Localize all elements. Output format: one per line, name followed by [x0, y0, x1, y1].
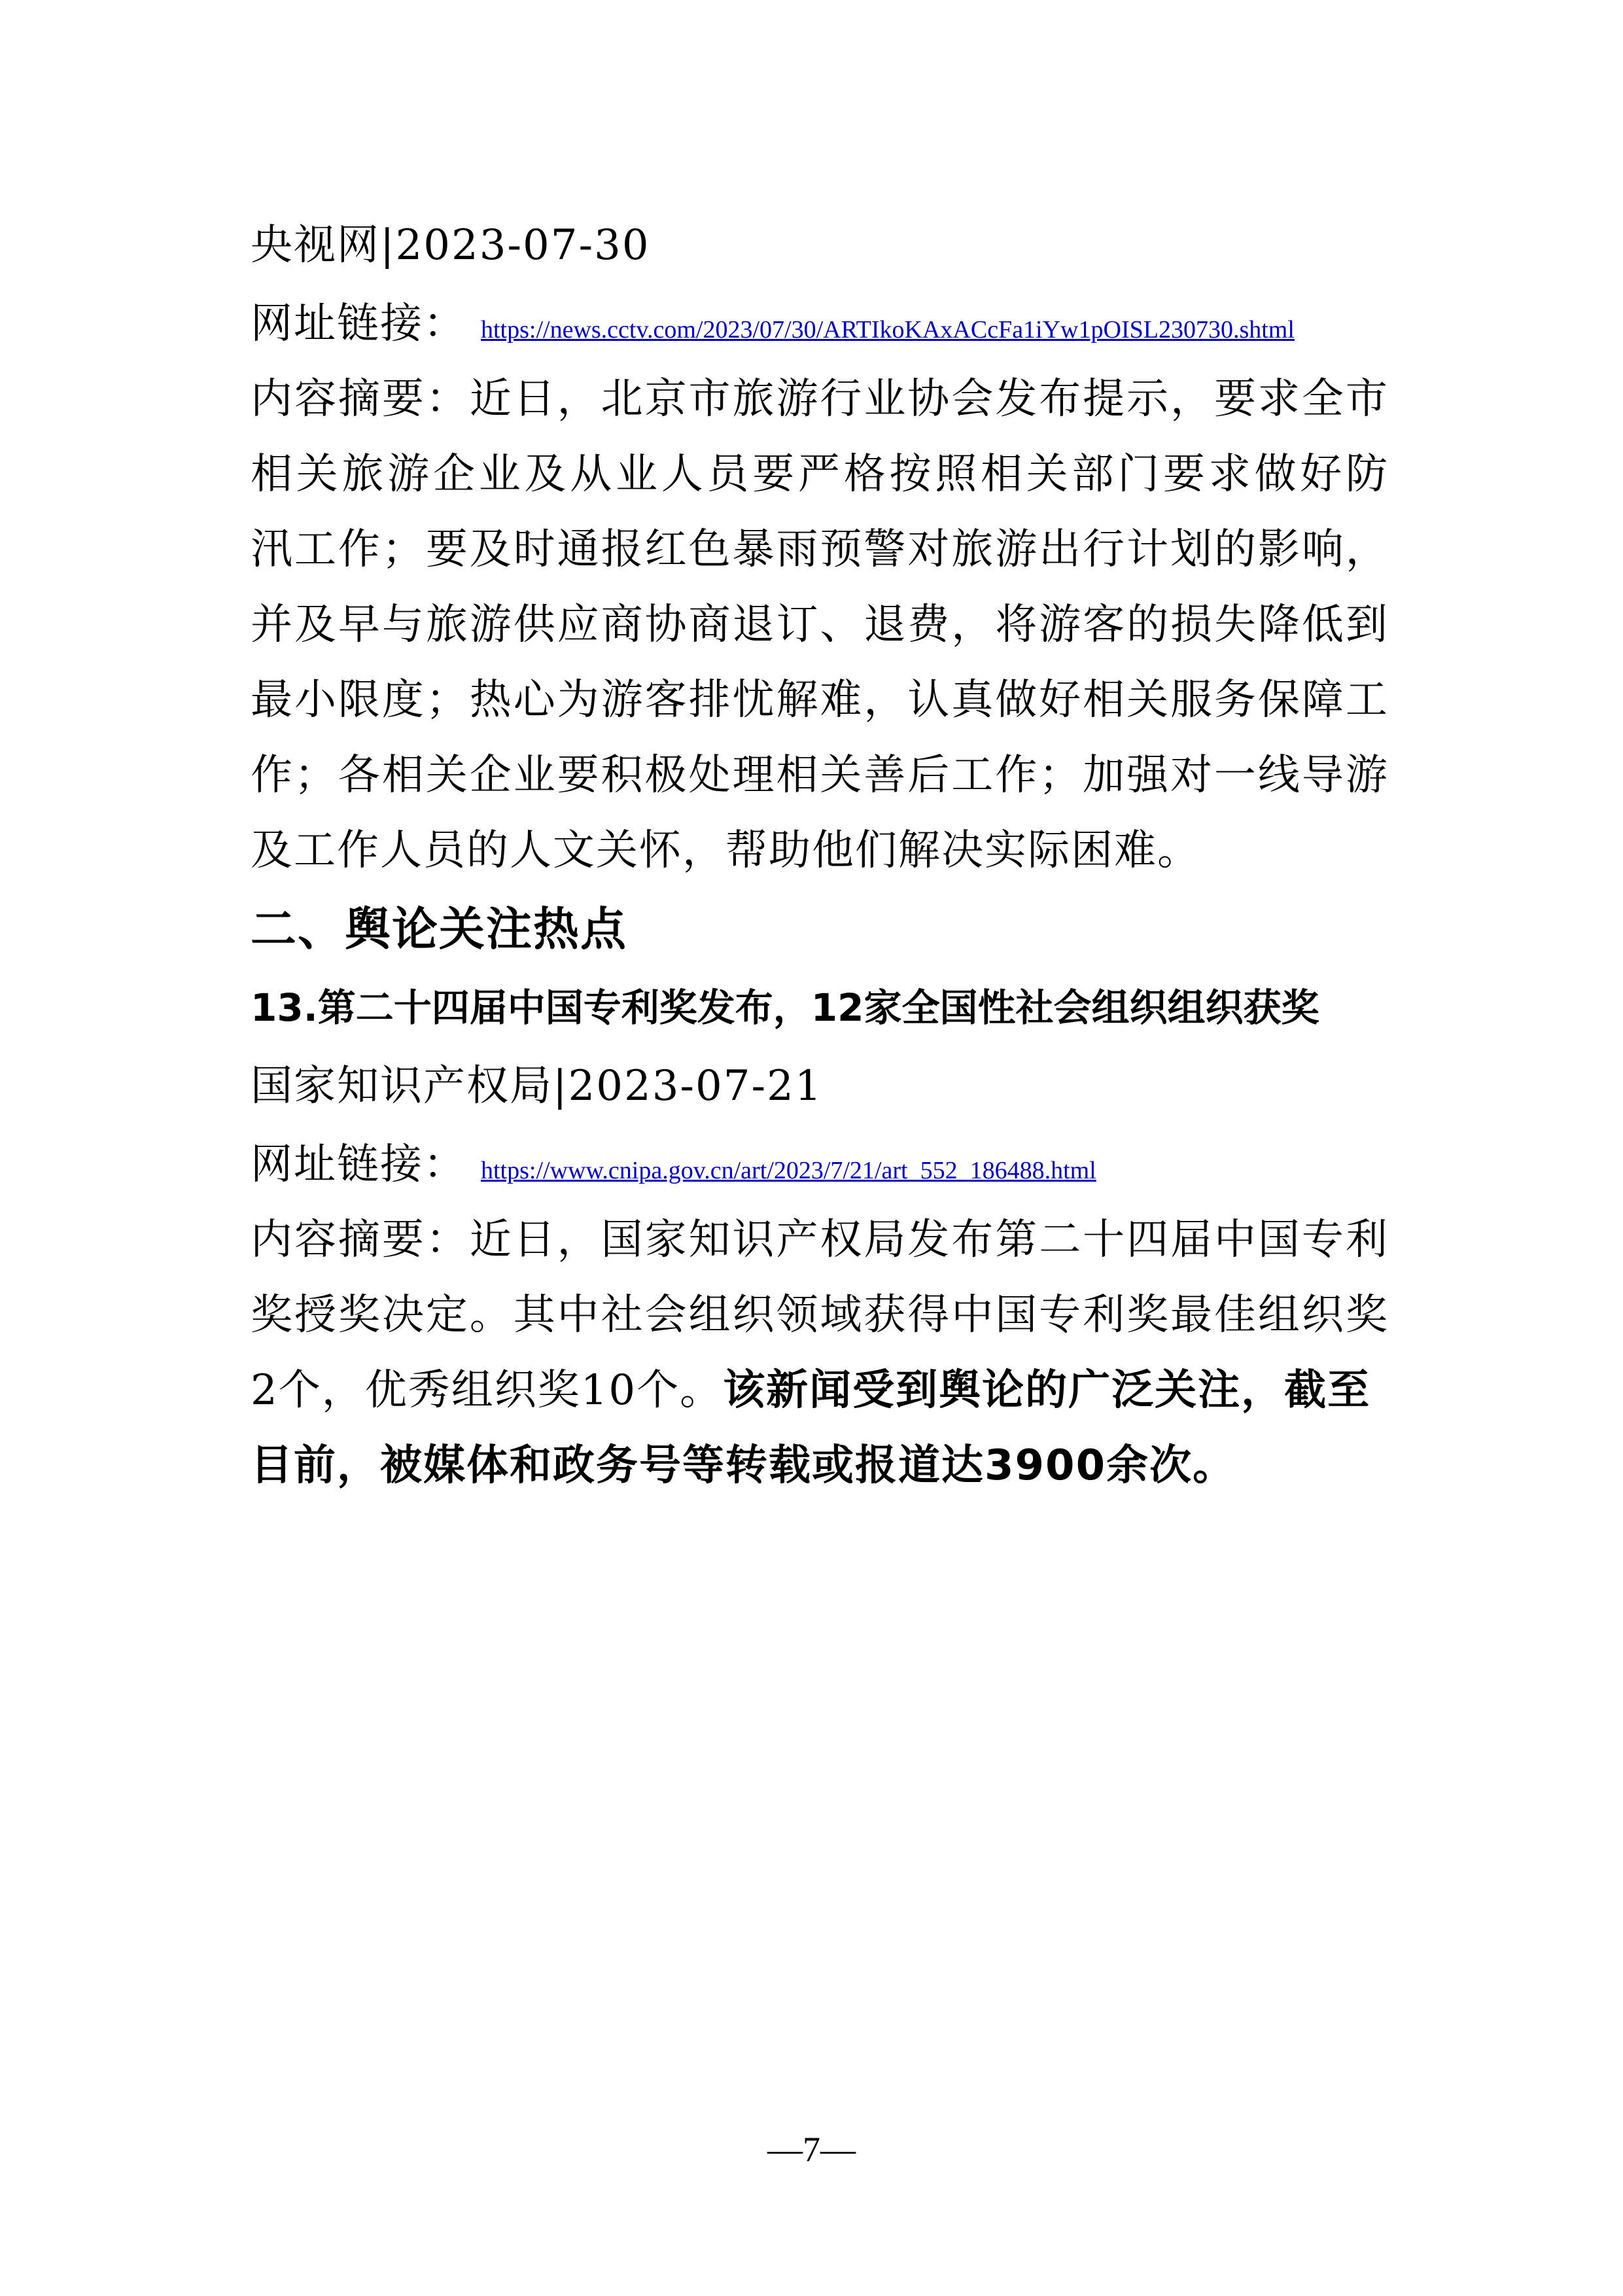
url-label: 网址链接： [251, 1140, 466, 1189]
article-source-line: 央视网|2023-07-30 [251, 221, 650, 270]
summary-line: 内 容 摘 要 ： 近 日 ， 北 京 市 旅 游 行 业 协 会 发 布 提 示 ， 要 求 全 市 [251, 375, 1389, 423]
article-url-link[interactable]: https://www.cnipa.gov.cn/art/2023/7/21/art_552_186488.html [481, 1157, 1096, 1184]
article-source-line: 国家知识产权局|2023-07-21 [251, 1062, 823, 1110]
summary-line: 最 小 限 度 ； 热 心 为 游 客 排 忧 解 难 ， 认 真 做 好 相 关 服 务 保 障 工 [251, 676, 1389, 724]
article-url-line [251, 298, 1389, 350]
url-label: 网址链接： [251, 300, 466, 348]
summary-line: 并 及 早 与 旅 游 供 应 商 协 商 退 订 、 退 费 ， 将 游 客 的 损 失 降 低 到 [251, 601, 1389, 649]
article-url-link[interactable]: https://news.cctv.com/2023/07/30/ARTIkoKAxACcFa1iYw1pOISL230730.shtml [481, 316, 1295, 344]
summary-line: 汛 工 作 ； 要 及 时 通 报 红 色 暴 雨 预 警 对 旅 游 出 行 计 划 的 影 响 ， [251, 525, 1389, 574]
section-heading: 二、舆论关注热点 [251, 902, 627, 956]
summary-bold-text: 该新闻受到舆论的广泛关注，截至 [723, 1366, 1371, 1415]
summary-line: 相 关 旅 游 企 业 及 从 业 人 员 要 严 格 按 照 相 关 部 门 要 求 做 好 防 [251, 450, 1389, 499]
summary-line: 内 容 摘 要 ： 近 日 ， 国 家 知 识 产 权 局 发 布 第 二 十 四 届 中 国 专 利 [251, 1216, 1389, 1264]
article-title: 13.第二十四届中国专利奖发布，12家全国性社会组织组织获奖 [251, 985, 1319, 1030]
summary-line [251, 1364, 1389, 1417]
article-url-line [251, 1139, 1389, 1191]
summary-line: 奖 授 奖 决 定 。 其 中 社 会 组 织 领 域 获 得 中 国 专 利 奖 最 佳 组 织 奖 [251, 1291, 1389, 1339]
summary-text: 2个，优秀组织奖10个。 [251, 1366, 724, 1415]
summary-bold-line: 目前，被媒体和政务号等转载或报道达3900余次。 [251, 1441, 1236, 1490]
page-number: —7— [767, 2130, 856, 2169]
summary-line: 作 ； 各 相 关 企 业 要 积 极 处 理 相 关 善 后 工 作 ； 加 强 对 一 线 导 游 [251, 751, 1389, 800]
summary-line: 及工作人员的人文关怀，帮助他们解决实际困难。 [251, 826, 1200, 875]
